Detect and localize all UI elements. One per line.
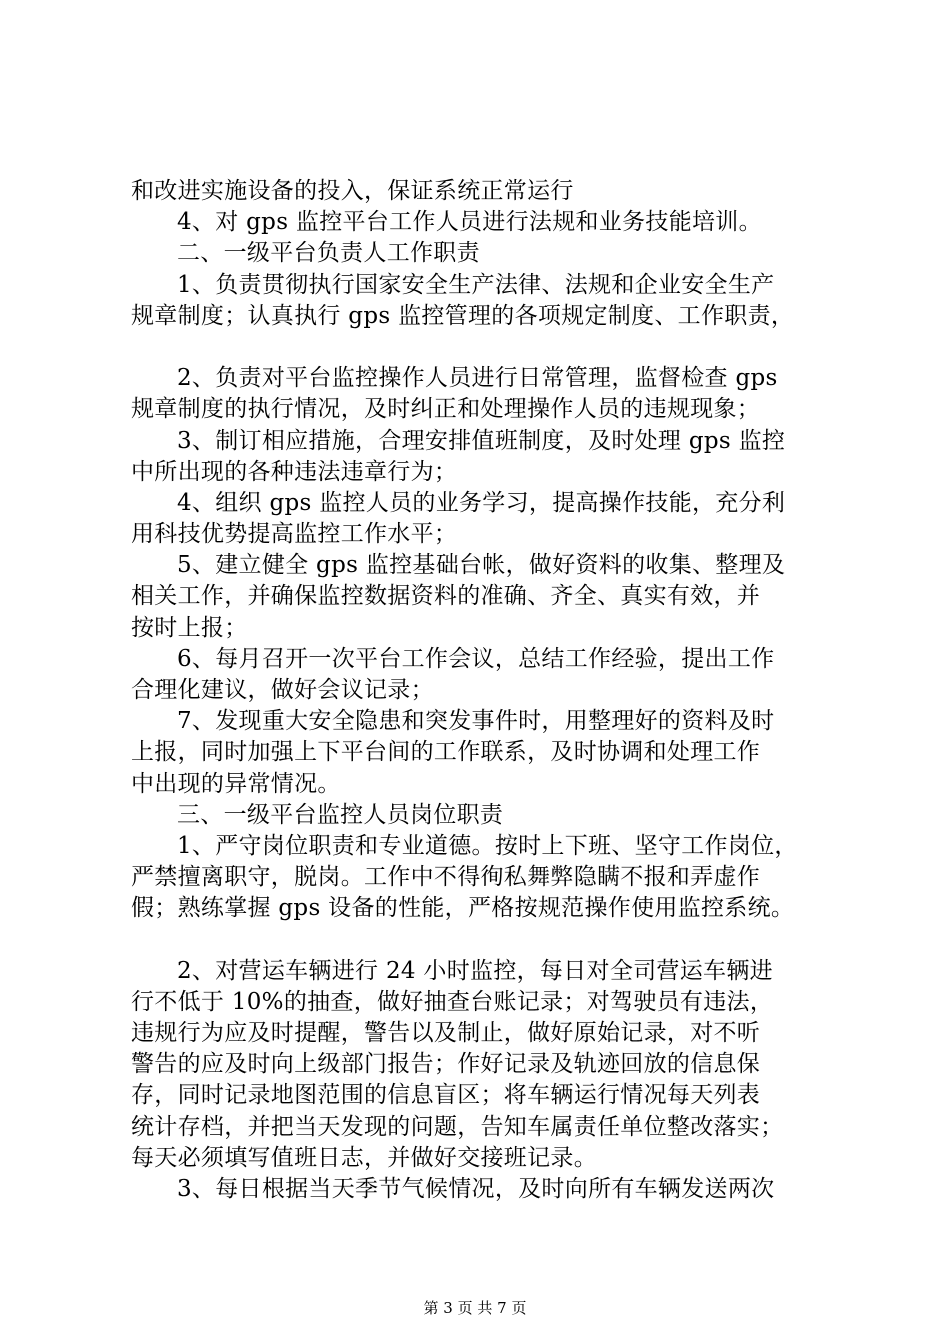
text-line: 假；熟练掌握 gps 设备的性能，严格按规范操作使用监控系统。 [131,895,795,922]
text-line: 严禁擅离职守，脱岗。工作中不得徇私舞弊隐瞒不报和弄虚作 [131,864,761,891]
text-line: 1、负责贯彻执行国家安全生产法律、法规和企业安全生产 [177,271,775,298]
text-line: 存，同时记录地图范围的信息盲区；将车辆运行情况每天列表 [131,1082,761,1109]
text-line: 7、发现重大安全隐患和突发事件时，用整理好的资料及时 [177,708,775,735]
text-line: 和改进实施设备的投入，保证系统正常运行 [131,178,574,204]
page-footer: 第 3 页 共 7 页 [423,1299,527,1317]
text-line: 6、每月召开一次平台工作会议，总结工作经验，提出工作 [177,645,775,672]
text-line: 5、建立健全 gps 监控基础台帐，做好资料的收集、整理及 [177,552,786,579]
text-line: 行不低于 10%的抽查，做好抽查台账记录；对驾驶员有违法， [131,988,774,1015]
blank-line [131,332,851,363]
text-line: 2、对营运车辆进行 24 小时监控，每日对全司营运车辆进 [177,957,773,984]
text-line: 上报，同时加强上下平台间的工作联系，及时协调和处理工作 [131,739,761,766]
text-line: 警告的应及时向上级部门报告；作好记录及轨迹回放的信息保 [131,1051,761,1078]
text-line: 相关工作，并确保监控数据资料的准确、齐全、真实有效，并 [131,583,761,610]
text-line: 4、组织 gps 监控人员的业务学习，提高操作技能，充分利 [177,489,786,516]
text-line: 3、制订相应措施，合理安排值班制度，及时处理 gps 监控 [177,427,786,454]
document-body [131,176,851,1205]
text-line: 每天必须填写值班日志，并做好交接班记录。 [131,1144,597,1171]
text-line: 2、负责对平台监控操作人员进行日常管理，监督检查 gps [177,365,778,392]
text-line: 三、一级平台监控人员岗位职责 [177,801,504,828]
text-line: 违规行为应及时提醒，警告以及制止，做好原始记录，对不听 [131,1020,761,1047]
text-line: 统计存档，并把当天发现的问题，告知车属责任单位整改落实； [131,1113,784,1140]
text-line: 规章制度的执行情况，及时纠正和处理操作人员的违规现象； [131,396,761,423]
text-line: 中出现的异常情况。 [131,770,341,797]
blank-line [131,925,851,956]
text-line: 按时上报； [131,614,248,641]
text-line: 规章制度；认真执行 gps 监控管理的各项规定制度、工作职责， [131,302,795,329]
text-line: 中所出现的各种违法违章行为； [131,458,458,485]
text-line: 用科技优势提高监控工作水平； [131,521,458,548]
text-line: 4、对 gps 监控平台工作人员进行法规和业务技能培训。 [177,209,762,236]
text-line: 3、每日根据当天季节气候情况，及时向所有车辆发送两次 [177,1176,775,1202]
text-line: 合理化建议，做好会议记录； [131,677,434,703]
text-line: 二、一级平台负责人工作职责 [177,240,480,267]
text-line: 1、严守岗位职责和专业道德。按时上下班、坚守工作岗位， [177,832,798,859]
